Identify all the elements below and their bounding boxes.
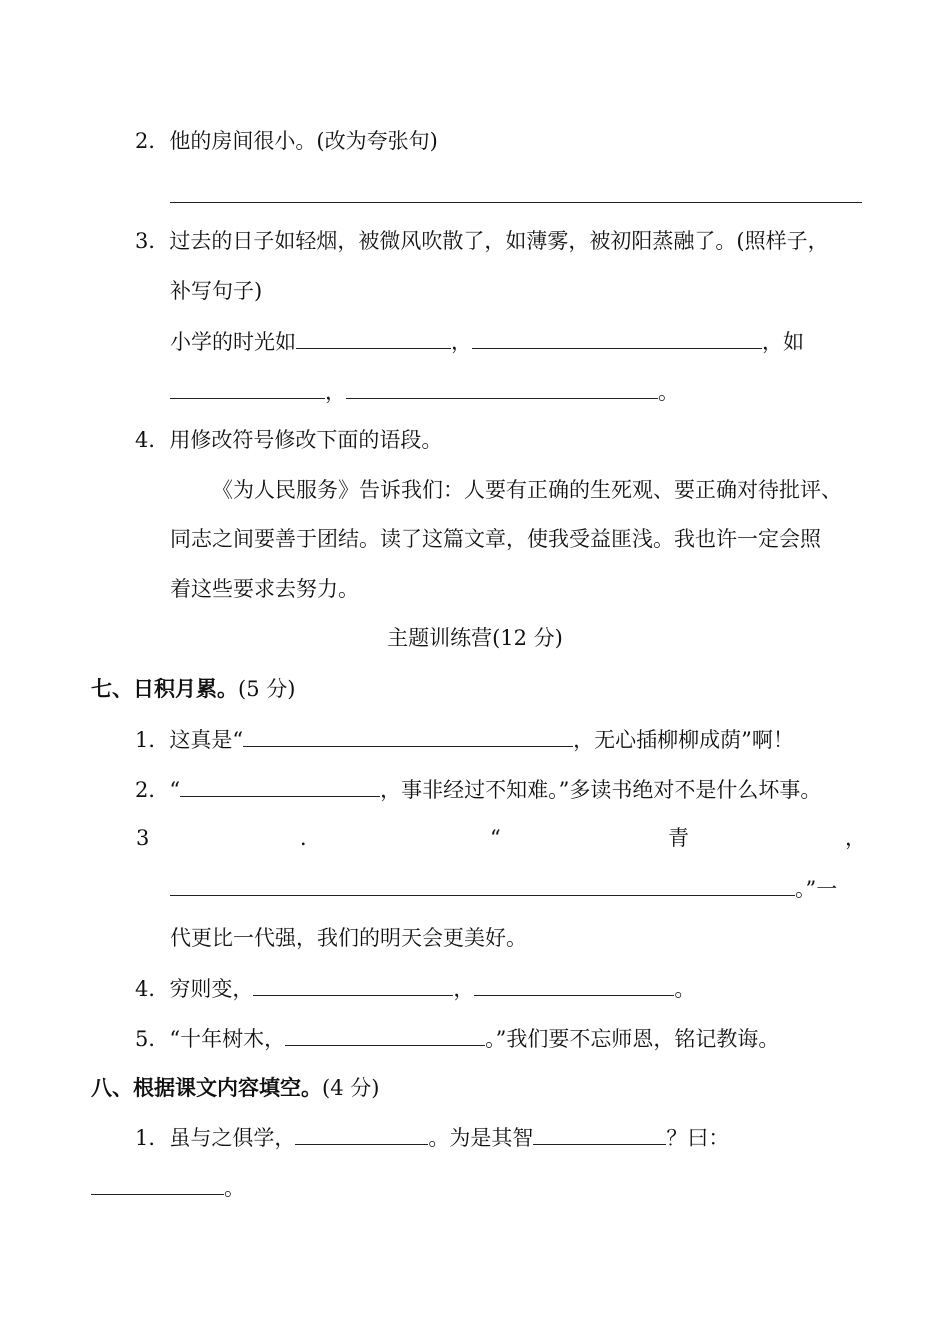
paragraph-text: 《为人民服务》告诉我们：人要有正确的生死观、要正确对待批评、	[212, 478, 842, 502]
fill-line-1	[170, 326, 804, 356]
paragraph-text: 着这些要求去努力。	[170, 577, 359, 601]
question-number: 2．	[135, 778, 170, 802]
paragraph-line	[170, 574, 359, 604]
answer-blank[interactable]	[180, 774, 380, 797]
question-text: 他的房间很小。(改为夸张句)	[169, 129, 438, 153]
section-title: 主题训练营(12 分)	[387, 626, 563, 650]
paragraph-text: 同志之间要善于团结。读了这篇文章，使我受益匪浅。我也许一定会照	[170, 527, 821, 551]
item-text: 穷则变，	[169, 977, 254, 1001]
question-2	[135, 126, 438, 156]
question-number: 5．	[135, 1027, 170, 1051]
fill-line-2	[170, 376, 679, 406]
item-8-1	[135, 1122, 729, 1152]
section-8-heading	[91, 1073, 379, 1103]
question-text: 用修改符号修改下面的语段。	[169, 428, 443, 452]
item-7-2	[135, 774, 821, 804]
item-text: “十年树木，	[169, 1027, 286, 1051]
paragraph-line	[212, 475, 842, 505]
period: 。	[658, 380, 679, 404]
period: 。	[674, 977, 696, 1001]
answer-blank[interactable]	[170, 180, 862, 203]
question-text-continued: 补写句子)	[170, 279, 263, 303]
item-text: 这真是“	[169, 728, 244, 752]
question-number: 4．	[135, 428, 170, 452]
question-number: 3	[136, 826, 150, 850]
answer-blank[interactable]	[170, 376, 325, 399]
question-number: 3．	[135, 229, 170, 253]
item-7-3-continued	[170, 923, 527, 953]
item-text: 青	[668, 826, 689, 850]
answer-blank[interactable]	[170, 873, 795, 896]
question-3-continued	[170, 276, 262, 306]
item-text: ，事非经过不知难。”多读书绝对不是什么坏事。	[380, 778, 822, 802]
period: 。	[224, 1176, 245, 1200]
answer-blank[interactable]	[474, 973, 674, 996]
answer-blank[interactable]	[346, 376, 658, 399]
item-8-1-continued	[91, 1172, 245, 1202]
item-text: 。”一	[795, 877, 838, 901]
comma: ，	[325, 380, 346, 404]
answer-blank[interactable]	[285, 1023, 485, 1046]
item-7-1	[135, 724, 794, 754]
question-3	[135, 226, 829, 256]
question-number: 1．	[135, 1126, 170, 1150]
open-quote: “	[490, 826, 501, 850]
comma: ，	[451, 330, 472, 354]
question-number: 1．	[135, 728, 170, 752]
item-7-4	[135, 973, 695, 1003]
question-4	[135, 425, 442, 455]
item-7-3	[0, 823, 950, 853]
paragraph-line	[170, 524, 821, 554]
score: (4 分)	[322, 1076, 380, 1100]
answer-blank[interactable]	[91, 1172, 224, 1195]
answer-blank[interactable]	[472, 326, 762, 349]
answer-blank[interactable]	[243, 724, 573, 747]
item-7-5	[135, 1023, 779, 1053]
question-number: 2．	[135, 129, 170, 153]
answer-blank[interactable]	[253, 973, 453, 996]
question-text: 过去的日子如轻烟，被微风吹散了，如薄雾，被初阳蒸融了。(照样子，	[169, 229, 829, 253]
section-7-heading	[91, 674, 295, 704]
comma: ，	[453, 977, 475, 1001]
item-text: 代更比一代强，我们的明天会更美好。	[170, 926, 527, 950]
answer-blank[interactable]	[296, 326, 451, 349]
item-text: ，无心插柳柳成荫”啊！	[573, 728, 794, 752]
item-text: 虽与之俱学，	[169, 1126, 296, 1150]
item-text: 。”我们要不忘师恩，铭记教诲。	[485, 1027, 780, 1051]
item-text: ？曰：	[666, 1126, 730, 1150]
item-text: 。为是其智	[428, 1126, 534, 1150]
question-number: 4．	[135, 977, 170, 1001]
number-dot: ．	[300, 826, 321, 850]
comma: ，	[845, 826, 866, 850]
comma-ru: ，如	[762, 330, 804, 354]
heading-text: 七、日积月累。	[91, 677, 238, 701]
item-text: “	[169, 778, 181, 802]
score: (5 分)	[238, 677, 296, 701]
heading-text: 八、根据课文内容填空。	[91, 1076, 322, 1100]
answer-blank[interactable]	[533, 1122, 666, 1145]
answer-blank[interactable]	[295, 1122, 428, 1145]
fill-prefix: 小学的时光如	[170, 330, 296, 354]
item-7-3-fill	[170, 873, 837, 903]
